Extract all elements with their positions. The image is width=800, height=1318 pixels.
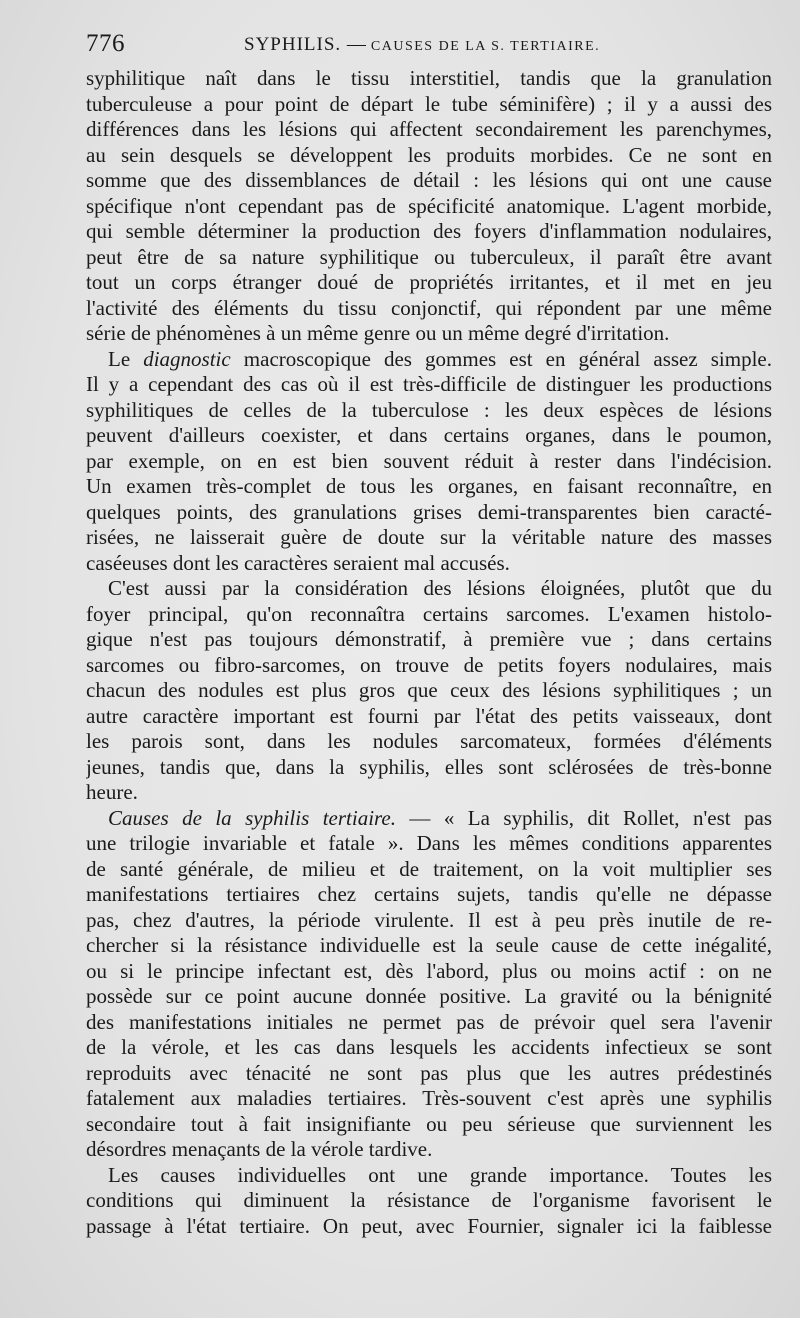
text-line [86,270,772,296]
text-line [86,66,772,92]
text-segment: jeunes, tandis que, dans la syphilis, elles sont sclérosées de très-bonne [86,754,772,779]
text-segment: — « La syphilis, dit Rollet, n'est pas [396,805,772,830]
text-segment: les parois sont, dans les nodules sarcomateux, formées d'éléments [86,729,772,753]
text-line [86,882,772,908]
text-segment: conditions qui diminuent la résistance de l'organisme favorisent le [86,1188,772,1212]
running-subtitle: CAUSES DE LA S. TERTIAIRE. [370,39,601,54]
text-line [86,347,772,373]
text-segment: syphilitiques de celles de la tuberculose : les deux espèces de lésions [86,397,772,422]
running-title: SYPHILIS. — [244,34,367,55]
text-line [86,780,772,806]
text-segment: foyer principal, qu'on reconnaîtra certains sarcomes. L'examen histolo- [86,601,772,626]
text-line [86,1035,772,1061]
text-segment: désordres menaçants de la vérole tardive. [86,1137,433,1161]
text-segment: sarcomes ou fibro-sarcomes, on trouve de petits foyers nodulaires, mais [86,652,772,677]
text-segment: Le [108,346,144,371]
text-segment: peuvent d'ailleurs coexister, et dans certains organes, dans le poumon, [86,423,772,447]
text-segment: syphilitique naît dans le tissu interstitiel, tandis que la granulation [86,66,772,90]
text-line [86,1188,772,1214]
text-segment: possède sur ce point aucune donnée positive. La gravité ou la bénignité [86,984,772,1008]
text-line [86,729,772,755]
text-segment: ou si le principe infectant est, dès l'abord, plus ou moins actif : on ne [86,958,772,983]
text-segment: une trilogie invariable et fatale ». Dans les mêmes conditions apparentes [86,831,772,855]
text-segment: Un examen très-complet de tous les organes, en faisant reconnaître, en [86,474,772,498]
text-line [86,372,772,398]
text-segment: différences dans les lésions qui affectent secondairement les parenchymes, [86,117,772,141]
text-line [86,1214,772,1240]
text-segment: risées, ne laisserait guère de doute sur la véritable nature des masses [86,525,772,549]
text-line [86,1137,772,1163]
text-line [86,525,772,551]
text-line [86,653,772,679]
text-segment: passage à l'état tertiaire. On peut, avec Fournier, signaler ici la faiblesse [86,1213,772,1238]
text-line [86,143,772,169]
text-segment: macroscopique des gommes est en général assez simple. [230,346,772,371]
text-segment: tuberculeuse a pour point de départ le tube séminifère) ; il y a aussi des [86,91,772,116]
text-line [86,321,772,347]
text-line [86,168,772,194]
text-segment: l'activité des éléments du tissu conjonctif, qui répondent par une même [86,295,772,320]
text-line [86,1010,772,1036]
text-segment: reproduits avec ténacité ne sont pas plus que les autres prédestinés [86,1060,772,1085]
text-segment: fatalement aux maladies tertiaires. Très-souvent c'est après une syphilis [86,1086,772,1110]
running-head [244,34,600,56]
text-segment: peut être de sa nature syphilitique ou tuberculeux, il paraît être avant [86,244,772,269]
body-text [86,66,772,1239]
text-segment: qui semble déterminer la production des foyers d'inflammation nodulaires, [86,219,772,243]
text-line [86,576,772,602]
page-number: 776 [86,30,125,57]
text-segment: manifestations tertiaires chez certains sujets, tandis qu'elle ne dépasse [86,882,772,906]
text-line [86,602,772,628]
text-segment: somme que des dissemblances de détail : les lésions qui ont une cause [86,168,772,192]
text-segment: gique n'est pas toujours démonstratif, à première vue ; dans certains [86,627,772,651]
italic-term: diagnostic [143,346,231,371]
text-segment: au sein desquels se développent les produits morbides. Ce ne sont en [86,142,772,167]
text-segment: par exemple, on en est bien souvent réduit à rester dans l'indécision. [86,448,772,473]
text-line [86,806,772,832]
text-segment: Les causes individuelles ont une grande importance. Toutes les [108,1162,772,1187]
text-segment: pas, chez d'autres, la période virulente. Il est à peu près inutile de re- [86,907,772,932]
text-line [86,449,772,475]
text-line [86,755,772,781]
text-line [86,500,772,526]
text-line [86,245,772,271]
text-line [86,959,772,985]
text-line [86,194,772,220]
italic-term: Causes de la syphilis tertiaire. [108,805,396,830]
text-segment: heure. [86,780,138,804]
text-line [86,933,772,959]
text-segment: caséeuses dont les caractères seraient mal accusés. [86,550,510,575]
text-line [86,984,772,1010]
text-line [86,1086,772,1112]
text-line [86,474,772,500]
text-line [86,704,772,730]
text-segment: chacun des nodules est plus gros que ceux des lésions syphilitiques ; un [86,678,772,702]
text-line [86,1163,772,1189]
text-segment: tout un corps étranger doué de propriétés irritantes, et il met en jeu [86,270,772,294]
text-segment: de la vérole, et les cas dans lesquels les accidents infectieux se sont [86,1035,772,1059]
text-line [86,296,772,322]
text-segment: de santé générale, de milieu et de traitement, on la voit multiplier ses [86,856,772,881]
text-line [86,117,772,143]
text-line [86,92,772,118]
text-line [86,1112,772,1138]
text-line [86,678,772,704]
text-segment: autre caractère important est fourni par l'état des petits vaisseaux, dont [86,703,772,728]
text-segment: secondaire tout à fait insignifiante ou peu sérieuse que surviennent les [86,1111,772,1136]
page-header [86,30,766,64]
text-line [86,219,772,245]
text-line [86,857,772,883]
text-segment: C'est aussi par la considération des lésions éloignées, plutôt que du [108,576,772,600]
text-segment: quelques points, des granulations grises demi-transparentes bien caracté- [86,499,772,524]
text-segment: Il y a cependant des cas où il est très-difficile de distinguer les productions [86,372,772,396]
text-segment: série de phénomènes à un même genre ou un même degré d'irritation. [86,321,670,345]
text-line [86,908,772,934]
text-line [86,423,772,449]
text-line [86,551,772,577]
text-line [86,1061,772,1087]
text-line [86,627,772,653]
text-segment: spécifique n'ont cependant pas de spécificité anatomique. L'agent morbide, [86,193,772,218]
text-segment: des manifestations initiales ne permet pas de prévoir quel sera l'avenir [86,1009,772,1034]
text-segment: chercher si la résistance individuelle est la seule cause de cette inégalité, [86,933,772,957]
text-line [86,831,772,857]
text-line [86,398,772,424]
